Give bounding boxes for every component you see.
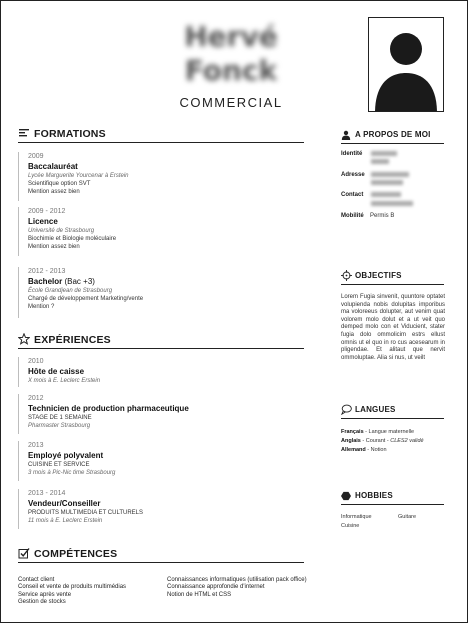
entry-school: École Grandjean de Strasbourg: [28, 288, 113, 294]
hobby-item: Informatique: [341, 514, 372, 520]
entry-title: [28, 276, 308, 287]
section-title: A PROPOS DE MOI: [355, 130, 431, 139]
competence-item: Conseil et vente de produits multimédias: [18, 584, 127, 591]
section-title: EXPÉRIENCES: [34, 334, 111, 346]
formation-entry: [18, 267, 308, 318]
competence-item: Notion de HTML et CSS: [167, 591, 232, 598]
entry-line: Scientifique option SVT: [28, 181, 91, 187]
entry-detail: X mois à E. Leclerc Erstein: [28, 378, 101, 384]
entry-year: 2010: [28, 358, 44, 365]
entry-detail: Pharmaster Strasbourg: [28, 423, 91, 429]
experience-entry: [18, 489, 308, 529]
blurred-value: [371, 201, 413, 206]
blurred-value: [371, 159, 389, 164]
checkbox-icon: [18, 547, 30, 559]
experience-entry: [18, 441, 308, 481]
language-certification: CLES2 validé: [390, 438, 424, 444]
language-item: Français - Langue maternelle: [341, 429, 415, 435]
hexagon-icon: [341, 491, 351, 501]
entry-detail: 11 mois à E. Leclerc Erstein: [28, 518, 103, 524]
section-objectifs: [341, 269, 444, 285]
competence-item: Connaissance approfondie d'internet: [167, 584, 265, 591]
info-label: Contact: [341, 192, 364, 198]
entry-line: Mention assez bien: [28, 189, 80, 195]
entry-school: Lycée Marguerite Yourcenar à Erstein: [28, 173, 129, 179]
section-title: LANGUES: [355, 405, 396, 414]
competence-item: Connaissances informatiques (utilisation pack office): [167, 577, 307, 583]
entry-subtitle: CUISINE ET SERVICE: [28, 462, 90, 468]
entry-line: Mention ?: [28, 304, 55, 310]
entry-line: Chargé de développement Marketing/vente: [28, 296, 144, 302]
entry-year: 2013: [28, 442, 44, 449]
section-title: FORMATIONS: [34, 128, 106, 140]
entry-line: Mention assez bien: [28, 244, 80, 250]
book-icon: [18, 127, 30, 139]
hobby-item: Cuisine: [341, 523, 360, 529]
formation-entry: [18, 152, 308, 201]
info-label: Mobilité: [341, 213, 364, 219]
competence-item: Gestion de stocks: [18, 599, 66, 606]
section-competences: [18, 547, 304, 563]
section-title: OBJECTIFS: [355, 271, 402, 280]
entry-title: Hôte de caisse: [28, 367, 85, 376]
person-icon: [341, 130, 351, 140]
info-label: Identité: [341, 151, 363, 157]
language-name: Français: [341, 429, 364, 435]
language-item: Allemand - Notion: [341, 447, 387, 453]
section-langues: [341, 403, 444, 419]
language-level: Langue maternelle: [368, 429, 415, 435]
experience-entry: [18, 357, 308, 387]
person-silhouette-icon: [369, 18, 444, 112]
section-title: HOBBIES: [355, 491, 393, 500]
section-hobbies: [341, 489, 444, 505]
entry-year: 2012 - 2013: [28, 268, 66, 275]
competences-left: [18, 577, 126, 607]
profile-photo: [368, 17, 444, 112]
section-title: COMPÉTENCES: [34, 548, 118, 560]
blurred-value: [371, 172, 409, 177]
blurred-value: [371, 151, 397, 156]
target-icon: [341, 270, 352, 281]
entry-line: Biochimie et Biologie moléculaire: [28, 236, 117, 242]
entry-year: 2009 - 2012: [28, 208, 66, 215]
language-item: Anglais - Courant - CLES2 validé: [341, 438, 424, 444]
hobby-item: Guitare: [398, 514, 417, 520]
competence-item: Service après vente: [18, 591, 72, 598]
entry-school: Université de Strasbourg: [28, 228, 95, 234]
blurred-value: [371, 192, 401, 197]
experience-entry: [18, 394, 308, 434]
entry-year: 2013 - 2014: [28, 490, 66, 497]
entry-year: 2009: [28, 153, 44, 160]
entry-title: Employé polyvalent: [28, 451, 104, 460]
formation-entry: [18, 207, 308, 256]
language-name: Allemand: [341, 447, 366, 453]
section-experiences: [18, 333, 304, 349]
last-name: Fonck: [184, 54, 278, 87]
competence-item: Contact client: [18, 577, 55, 583]
first-name: Hervé: [184, 20, 278, 53]
entry-title-extra: (Bac +3): [64, 277, 95, 286]
competences-right: [167, 577, 307, 599]
entry-subtitle: PRODUITS MULTIMEDIA ET CULTURELS: [28, 510, 144, 516]
entry-year: 2012: [28, 395, 44, 402]
language-level: Notion: [370, 447, 387, 453]
info-value: Permis B: [370, 213, 395, 219]
entry-title: Technicien de production pharmaceutique: [28, 404, 189, 413]
info-label: Adresse: [341, 172, 365, 178]
section-apropos: [341, 128, 444, 144]
entry-detail: 3 mois à Pic-Nic time Strasbourg: [28, 470, 116, 476]
entry-title: Vendeur/Conseiller: [28, 499, 101, 508]
entry-title: Baccalauréat: [28, 162, 78, 171]
objectifs-text: Lorem Fugia sinvenit, quuntore optatet volupienda nobis dolupitas imporibus ma voloreeus dolupter, aut venim quat volorem molo dolut et a ut veit quo demped molo con et Viducient, stater fugia dolo ommolicim estrs ellust omnis ut el quo in ro cus acesearum in pligendae. Et alitaut que nervit ommoluptae. Alia si nus, ut veilt: [341, 294, 445, 361]
star-icon: [18, 333, 30, 345]
section-formations: [18, 127, 304, 143]
entry-subtitle: STAGE DE 1 SEMAINE: [28, 415, 92, 421]
language-level: Courant: [365, 438, 386, 444]
speech-bubble-icon: [341, 404, 352, 415]
job-title: COMMERCIAL: [179, 95, 283, 110]
blurred-value: [371, 180, 403, 185]
language-name: Anglais: [341, 438, 361, 444]
entry-title-main: Bachelor: [28, 277, 63, 286]
entry-title: Licence: [28, 217, 58, 226]
